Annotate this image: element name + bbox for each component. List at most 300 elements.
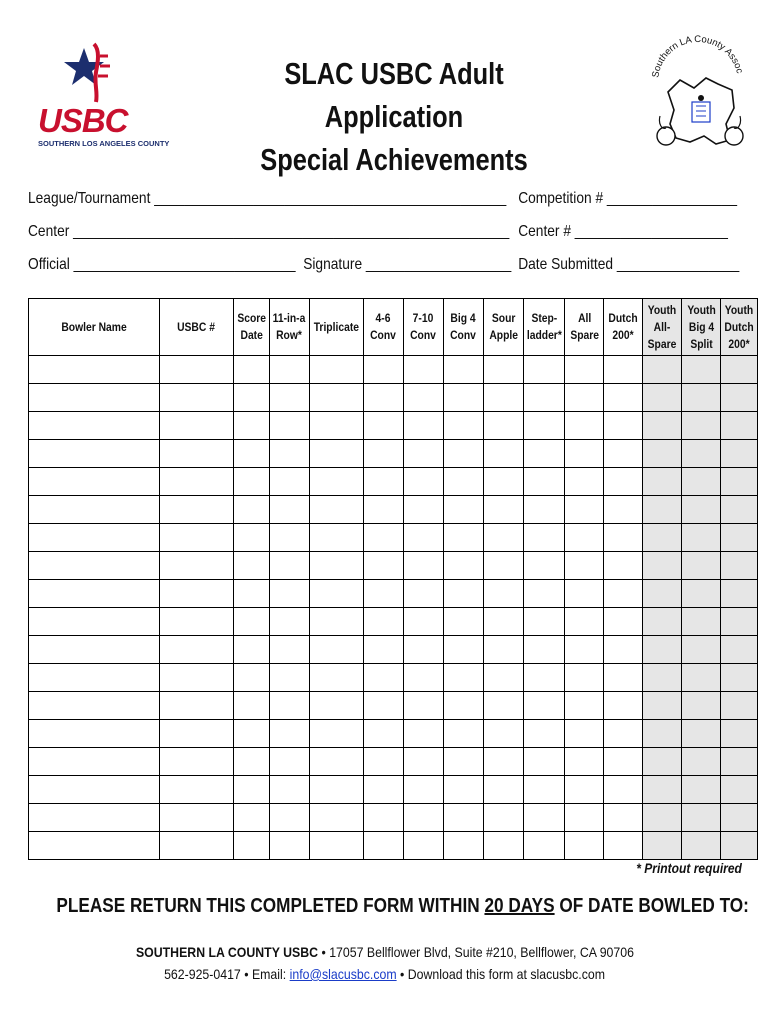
table-cell[interactable] [363, 552, 403, 580]
table-cell[interactable] [270, 664, 310, 692]
table-cell[interactable] [160, 496, 234, 524]
table-cell[interactable] [29, 608, 160, 636]
table-cell[interactable] [443, 608, 483, 636]
official-field[interactable]: Official _____________________________ [28, 256, 296, 273]
table-cell[interactable] [523, 580, 565, 608]
table-cell[interactable] [234, 804, 270, 832]
table-cell[interactable] [270, 412, 310, 440]
table-cell[interactable] [643, 384, 682, 412]
table-cell[interactable] [160, 412, 234, 440]
table-cell[interactable] [682, 636, 721, 664]
table-cell[interactable] [160, 440, 234, 468]
league-tournament-field[interactable]: League/Tournament ______________________________________________ [28, 190, 507, 207]
table-cell[interactable] [565, 720, 604, 748]
table-cell[interactable] [160, 776, 234, 804]
table-cell[interactable] [310, 412, 364, 440]
table-cell[interactable] [643, 720, 682, 748]
column-header-text: 200* [728, 336, 750, 351]
table-cell[interactable] [565, 412, 604, 440]
table-cell[interactable] [443, 776, 483, 804]
table-cell[interactable] [721, 440, 758, 468]
table-cell[interactable] [682, 524, 721, 552]
table-cell[interactable] [310, 552, 364, 580]
table-cell[interactable] [682, 720, 721, 748]
table-cell[interactable] [483, 748, 523, 776]
table-cell[interactable] [310, 664, 364, 692]
date-submitted-field[interactable]: Date Submitted ________________ [518, 256, 740, 273]
table-cell[interactable] [523, 356, 565, 384]
table-cell[interactable] [363, 412, 403, 440]
table-cell[interactable] [565, 384, 604, 412]
column-header-text: Spare [570, 328, 599, 342]
table-cell[interactable] [310, 524, 364, 552]
table-cell[interactable] [643, 664, 682, 692]
table-cell[interactable] [721, 552, 758, 580]
table-cell[interactable] [604, 748, 643, 776]
table-cell[interactable] [234, 692, 270, 720]
table-cell[interactable] [604, 636, 643, 664]
table-cell[interactable] [270, 608, 310, 636]
table-cell[interactable] [643, 776, 682, 804]
table-cell[interactable] [270, 552, 310, 580]
table-cell[interactable] [682, 552, 721, 580]
table-cell[interactable] [270, 356, 310, 384]
table-cell[interactable] [604, 496, 643, 524]
table-cell[interactable] [363, 496, 403, 524]
table-cell[interactable] [363, 832, 403, 860]
table-cell[interactable] [160, 664, 234, 692]
table-row [29, 608, 758, 636]
table-cell[interactable] [483, 552, 523, 580]
table-cell[interactable] [403, 440, 443, 468]
table-cell[interactable] [443, 832, 483, 860]
table-cell[interactable] [160, 552, 234, 580]
table-cell[interactable] [403, 692, 443, 720]
table-cell[interactable] [565, 748, 604, 776]
table-cell[interactable] [523, 440, 565, 468]
table-cell[interactable] [363, 440, 403, 468]
table-cell[interactable] [483, 832, 523, 860]
table-cell[interactable] [29, 748, 160, 776]
table-cell[interactable] [234, 636, 270, 664]
table-cell[interactable] [403, 720, 443, 748]
table-cell[interactable] [721, 468, 758, 496]
table-cell[interactable] [604, 608, 643, 636]
table-cell[interactable] [483, 636, 523, 664]
table-cell[interactable] [483, 440, 523, 468]
table-cell[interactable] [443, 524, 483, 552]
table-cell[interactable] [721, 356, 758, 384]
table-cell[interactable] [523, 524, 565, 552]
table-cell[interactable] [565, 356, 604, 384]
table-cell[interactable] [565, 804, 604, 832]
table-cell[interactable] [643, 412, 682, 440]
table-cell[interactable] [29, 496, 160, 524]
table-cell[interactable] [29, 552, 160, 580]
table-cell[interactable] [483, 720, 523, 748]
table-cell[interactable] [523, 468, 565, 496]
table-cell[interactable] [234, 524, 270, 552]
table-cell[interactable] [310, 608, 364, 636]
table-cell[interactable] [643, 440, 682, 468]
table-cell[interactable] [565, 692, 604, 720]
table-cell[interactable] [403, 580, 443, 608]
table-cell[interactable] [443, 664, 483, 692]
table-cell[interactable] [565, 468, 604, 496]
table-cell[interactable] [523, 636, 565, 664]
table-cell[interactable] [643, 692, 682, 720]
table-cell[interactable] [721, 720, 758, 748]
table-row [29, 692, 758, 720]
column-header [721, 299, 758, 356]
table-cell[interactable] [29, 804, 160, 832]
table-cell[interactable] [234, 832, 270, 860]
table-cell[interactable] [604, 356, 643, 384]
table-cell[interactable] [565, 636, 604, 664]
table-cell[interactable] [643, 748, 682, 776]
table-cell[interactable] [363, 748, 403, 776]
table-cell[interactable] [234, 720, 270, 748]
table-cell[interactable] [483, 692, 523, 720]
table-cell[interactable] [363, 692, 403, 720]
table-cell[interactable] [721, 384, 758, 412]
table-cell[interactable] [160, 720, 234, 748]
table-row [29, 580, 758, 608]
table-cell[interactable] [523, 748, 565, 776]
table-cell[interactable] [443, 468, 483, 496]
table-cell[interactable] [403, 776, 443, 804]
table-cell[interactable] [721, 636, 758, 664]
table-cell[interactable] [721, 524, 758, 552]
table-cell[interactable] [682, 412, 721, 440]
table-cell[interactable] [443, 412, 483, 440]
table-cell[interactable] [721, 804, 758, 832]
table-cell[interactable] [29, 832, 160, 860]
table-cell[interactable] [565, 776, 604, 804]
table-cell[interactable] [643, 356, 682, 384]
column-header-text: Conv [410, 328, 437, 342]
table-cell[interactable] [565, 440, 604, 468]
table-cell[interactable] [483, 608, 523, 636]
table-cell[interactable] [160, 524, 234, 552]
table-cell[interactable] [443, 580, 483, 608]
table-cell[interactable] [643, 552, 682, 580]
table-cell[interactable] [160, 608, 234, 636]
table-cell[interactable] [565, 832, 604, 860]
table-cell[interactable] [604, 804, 643, 832]
table-cell[interactable] [234, 468, 270, 496]
table-cell[interactable] [604, 832, 643, 860]
table-cell[interactable] [310, 384, 364, 412]
table-cell[interactable] [403, 608, 443, 636]
table-cell[interactable] [643, 496, 682, 524]
table-cell[interactable] [643, 832, 682, 860]
table-cell[interactable] [310, 496, 364, 524]
table-cell[interactable] [682, 384, 721, 412]
table-cell[interactable] [160, 832, 234, 860]
table-cell[interactable] [310, 748, 364, 776]
table-cell[interactable] [443, 356, 483, 384]
table-cell[interactable] [643, 580, 682, 608]
table-cell[interactable] [604, 440, 643, 468]
table-cell[interactable] [483, 664, 523, 692]
table-cell[interactable] [483, 804, 523, 832]
table-cell[interactable] [483, 384, 523, 412]
table-cell[interactable] [643, 636, 682, 664]
table-cell[interactable] [29, 384, 160, 412]
table-cell[interactable] [363, 524, 403, 552]
table-cell[interactable] [270, 748, 310, 776]
table-cell[interactable] [160, 580, 234, 608]
table-cell[interactable] [682, 776, 721, 804]
table-cell[interactable] [270, 692, 310, 720]
table-cell[interactable] [523, 384, 565, 412]
table-cell[interactable] [29, 776, 160, 804]
table-cell[interactable] [234, 776, 270, 804]
table-cell[interactable] [523, 832, 565, 860]
table-cell[interactable] [29, 440, 160, 468]
return-notice-days: 20 DAYS [484, 895, 555, 917]
table-cell[interactable] [721, 832, 758, 860]
table-cell[interactable] [565, 496, 604, 524]
table-cell[interactable] [643, 804, 682, 832]
table-cell[interactable] [483, 356, 523, 384]
table-cell[interactable] [29, 356, 160, 384]
table-cell[interactable] [310, 804, 364, 832]
table-cell[interactable] [234, 580, 270, 608]
table-cell[interactable] [483, 496, 523, 524]
slac-association-logo [646, 30, 746, 160]
table-cell[interactable] [310, 692, 364, 720]
table-cell[interactable] [721, 580, 758, 608]
table-cell[interactable] [403, 412, 443, 440]
table-cell[interactable] [310, 720, 364, 748]
table-cell[interactable] [160, 468, 234, 496]
table-cell[interactable] [234, 552, 270, 580]
table-cell[interactable] [29, 692, 160, 720]
table-cell[interactable] [160, 356, 234, 384]
table-cell[interactable] [363, 664, 403, 692]
email-label: Email: [252, 966, 287, 982]
table-cell[interactable] [604, 776, 643, 804]
table-cell[interactable] [270, 580, 310, 608]
table-cell[interactable] [403, 524, 443, 552]
table-cell[interactable] [29, 524, 160, 552]
table-cell[interactable] [234, 748, 270, 776]
table-cell[interactable] [29, 720, 160, 748]
table-cell[interactable] [160, 692, 234, 720]
table-cell[interactable] [363, 804, 403, 832]
table-cell[interactable] [443, 440, 483, 468]
table-cell[interactable] [29, 580, 160, 608]
table-cell[interactable] [523, 496, 565, 524]
table-cell[interactable] [682, 748, 721, 776]
column-header [29, 299, 160, 356]
table-cell[interactable] [234, 384, 270, 412]
table-cell[interactable] [643, 524, 682, 552]
table-cell[interactable] [682, 832, 721, 860]
table-cell[interactable] [443, 636, 483, 664]
table-cell[interactable] [643, 468, 682, 496]
table-cell[interactable] [160, 636, 234, 664]
table-cell[interactable] [310, 356, 364, 384]
table-cell[interactable] [29, 636, 160, 664]
table-cell[interactable] [604, 720, 643, 748]
table-cell[interactable] [721, 412, 758, 440]
table-cell[interactable] [310, 580, 364, 608]
table-cell[interactable] [565, 580, 604, 608]
table-cell[interactable] [363, 384, 403, 412]
table-cell[interactable] [682, 664, 721, 692]
table-cell[interactable] [523, 608, 565, 636]
table-cell[interactable] [604, 468, 643, 496]
table-cell[interactable] [270, 720, 310, 748]
table-cell[interactable] [160, 384, 234, 412]
table-cell[interactable] [523, 776, 565, 804]
table-cell[interactable] [270, 496, 310, 524]
table-cell[interactable] [443, 748, 483, 776]
table-cell[interactable] [523, 664, 565, 692]
table-cell[interactable] [443, 384, 483, 412]
table-cell[interactable] [721, 692, 758, 720]
table-cell[interactable] [363, 608, 403, 636]
table-cell[interactable] [604, 524, 643, 552]
table-cell[interactable] [721, 776, 758, 804]
table-cell[interactable] [310, 468, 364, 496]
table-row [29, 804, 758, 832]
table-cell[interactable] [523, 552, 565, 580]
table-row [29, 748, 758, 776]
competition-number-field[interactable]: Competition # _________________ [518, 190, 738, 207]
table-cell[interactable] [523, 412, 565, 440]
table-cell[interactable] [721, 496, 758, 524]
table-cell[interactable] [565, 664, 604, 692]
table-cell[interactable] [604, 692, 643, 720]
table-cell[interactable] [682, 804, 721, 832]
table-cell[interactable] [234, 412, 270, 440]
table-cell[interactable] [29, 412, 160, 440]
table-cell[interactable] [363, 720, 403, 748]
table-cell[interactable] [523, 720, 565, 748]
table-cell[interactable] [483, 580, 523, 608]
table-cell[interactable] [403, 636, 443, 664]
table-cell[interactable] [403, 804, 443, 832]
table-cell[interactable] [270, 384, 310, 412]
table-cell[interactable] [363, 636, 403, 664]
table-cell[interactable] [721, 748, 758, 776]
table-cell[interactable] [483, 524, 523, 552]
table-cell[interactable] [403, 664, 443, 692]
table-cell[interactable] [29, 468, 160, 496]
table-cell[interactable] [682, 496, 721, 524]
table-cell[interactable] [363, 468, 403, 496]
column-header [403, 299, 443, 356]
center-number-field[interactable]: Center # ____________________ [518, 223, 728, 240]
table-cell[interactable] [403, 748, 443, 776]
table-cell[interactable] [604, 664, 643, 692]
center-field[interactable]: Center _________________________________________________________ [28, 223, 510, 240]
table-cell[interactable] [565, 552, 604, 580]
table-cell[interactable] [234, 356, 270, 384]
table-cell[interactable] [604, 580, 643, 608]
table-cell[interactable] [443, 692, 483, 720]
table-cell[interactable] [523, 692, 565, 720]
table-cell[interactable] [682, 580, 721, 608]
table-cell[interactable] [604, 552, 643, 580]
table-cell[interactable] [604, 384, 643, 412]
table-cell[interactable] [363, 356, 403, 384]
table-cell[interactable] [443, 552, 483, 580]
table-row [29, 636, 758, 664]
table-cell[interactable] [270, 524, 310, 552]
table-cell[interactable] [234, 608, 270, 636]
table-cell[interactable] [270, 440, 310, 468]
table-cell[interactable] [363, 580, 403, 608]
table-cell[interactable] [270, 804, 310, 832]
table-cell[interactable] [310, 776, 364, 804]
star-pin-icon [36, 42, 140, 104]
title-line-1: SLAC USBC Adult Application [284, 56, 504, 134]
table-cell[interactable] [523, 804, 565, 832]
table-cell[interactable] [29, 664, 160, 692]
table-cell[interactable] [234, 664, 270, 692]
table-cell[interactable] [682, 608, 721, 636]
table-cell[interactable] [403, 468, 443, 496]
table-cell[interactable] [682, 468, 721, 496]
table-cell[interactable] [234, 440, 270, 468]
table-cell[interactable] [403, 496, 443, 524]
table-cell[interactable] [604, 412, 643, 440]
table-cell[interactable] [682, 440, 721, 468]
table-cell[interactable] [270, 832, 310, 860]
usbc-subtitle: SOUTHERN LOS ANGELES COUNTY [38, 139, 170, 148]
email-link[interactable]: info@slacusbc.com [290, 966, 398, 982]
table-cell[interactable] [270, 468, 310, 496]
table-cell[interactable] [682, 692, 721, 720]
table-cell[interactable] [643, 608, 682, 636]
table-cell[interactable] [234, 496, 270, 524]
table-cell[interactable] [270, 636, 310, 664]
table-cell[interactable] [443, 804, 483, 832]
table-cell[interactable] [565, 524, 604, 552]
table-cell[interactable] [443, 720, 483, 748]
table-cell[interactable] [721, 608, 758, 636]
table-cell[interactable] [403, 832, 443, 860]
table-cell[interactable] [270, 776, 310, 804]
usbc-wordmark: USBC [38, 102, 128, 139]
table-cell[interactable] [160, 748, 234, 776]
column-header-text: Conv [370, 328, 397, 342]
table-cell[interactable] [483, 468, 523, 496]
table-cell[interactable] [721, 664, 758, 692]
table-cell[interactable] [443, 496, 483, 524]
table-cell[interactable] [160, 804, 234, 832]
table-cell[interactable] [310, 440, 364, 468]
achievements-table [28, 298, 758, 860]
bowling-ball-icon [725, 127, 743, 145]
table-cell[interactable] [403, 384, 443, 412]
table-cell[interactable] [403, 552, 443, 580]
table-cell[interactable] [363, 776, 403, 804]
table-cell[interactable] [310, 636, 364, 664]
table-cell[interactable] [483, 412, 523, 440]
table-cell[interactable] [682, 356, 721, 384]
table-cell[interactable] [565, 608, 604, 636]
table-cell[interactable] [310, 832, 364, 860]
table-cell[interactable] [483, 776, 523, 804]
signature-field[interactable]: Signature ___________________ [303, 256, 512, 273]
table-cell[interactable] [403, 356, 443, 384]
